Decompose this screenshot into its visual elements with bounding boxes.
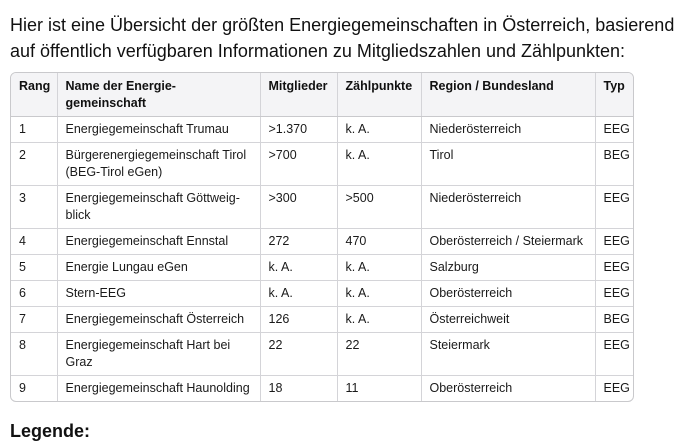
cell-region: Salzburg [421,255,595,281]
cell-region: Tirol [421,143,595,186]
cell-name: Energiegemeinschaft Trumau [57,117,260,143]
header-mitglieder: Mitglieder [260,73,337,117]
cell-mitglieder: >300 [260,186,337,229]
cell-name: Energiegemeinschaft Ennstal [57,229,260,255]
cell-typ: EEG [595,117,633,143]
table-row [11,186,633,229]
table-row [11,117,633,143]
cell-mitglieder: >1.370 [260,117,337,143]
cell-typ: EEG [595,229,633,255]
header-name: Name der Energie-gemeinschaft [57,73,260,117]
table-row [11,255,633,281]
header-typ: Typ [595,73,633,117]
cell-rang: 3 [11,186,57,229]
cell-typ: BEG [595,143,633,186]
cell-rang: 4 [11,229,57,255]
cell-mitglieder: 22 [260,333,337,376]
communities-table [10,72,634,402]
cell-zaehlpunkte: k. A. [337,307,421,333]
cell-zaehlpunkte: k. A. [337,143,421,186]
cell-mitglieder: 126 [260,307,337,333]
cell-name: Energiegemeinschaft Hart bei Graz [57,333,260,376]
cell-rang: 2 [11,143,57,186]
cell-rang: 8 [11,333,57,376]
cell-zaehlpunkte: k. A. [337,117,421,143]
cell-region: Steiermark [421,333,595,376]
cell-name: Energiegemeinschaft Haunolding [57,376,260,402]
cell-rang: 6 [11,281,57,307]
cell-mitglieder: k. A. [260,255,337,281]
cell-mitglieder: 272 [260,229,337,255]
table-row [11,281,633,307]
cell-name: Energiegemeinschaft Österreich [57,307,260,333]
cell-zaehlpunkte: 470 [337,229,421,255]
cell-typ: BEG [595,307,633,333]
cell-typ: EEG [603,381,630,395]
header-zaehlpunkte: Zählpunkte [337,73,421,117]
header-rang: Rang [11,73,57,117]
cell-typ: EEG [595,281,633,307]
cell-typ: EEG [595,333,633,376]
cell-name: Energie Lungau eGen [57,255,260,281]
table-header-row [11,73,633,117]
table-row [11,307,633,333]
cell-rang: 9 [11,376,57,402]
cell-rang: 1 [11,117,57,143]
cell-name: Bürgerenergiegemeinschaft Tirol (BEG-Tirol eGen) [57,143,260,186]
cell-zaehlpunkte: >500 [337,186,421,229]
header-region: Region / Bundesland [421,73,595,117]
intro-text: Hier ist eine Übersicht der größten Energiegemeinschaften in Österreich, basierend auf öffentlich verfügbaren Informationen zu Mitgliedszahlen und Zählpunkten: [10,15,675,61]
cell-region: Niederösterreich [421,186,595,229]
cell-zaehlpunkte: 22 [337,333,421,376]
cell-region: Österreichweit [421,307,595,333]
table-row [11,143,633,186]
cell-rang: 7 [11,307,57,333]
table-row [11,376,633,402]
cell-region: Oberösterreich / Steiermark [421,229,595,255]
cell-typ: EEG [595,255,633,281]
cell-mitglieder: >700 [260,143,337,186]
cell-typ: EEG [595,186,633,229]
cell-mitglieder: k. A. [260,281,337,307]
cell-zaehlpunkte: 11 [337,376,421,402]
cell-region: Oberösterreich [421,376,595,402]
cell-zaehlpunkte: k. A. [337,281,421,307]
cell-region: Oberösterreich [421,281,595,307]
legend-heading: Legende: [10,421,91,441]
cell-zaehlpunkte: k. A. [337,255,421,281]
cell-name: Stern-EEG [57,281,260,307]
table-row [11,333,633,376]
table-row [11,229,633,255]
cell-region: Niederösterreich [421,117,595,143]
cell-mitglieder: 18 [260,376,337,402]
cell-name: Energiegemeinschaft Göttweig-blick [57,186,260,229]
cell-rang: 5 [11,255,57,281]
